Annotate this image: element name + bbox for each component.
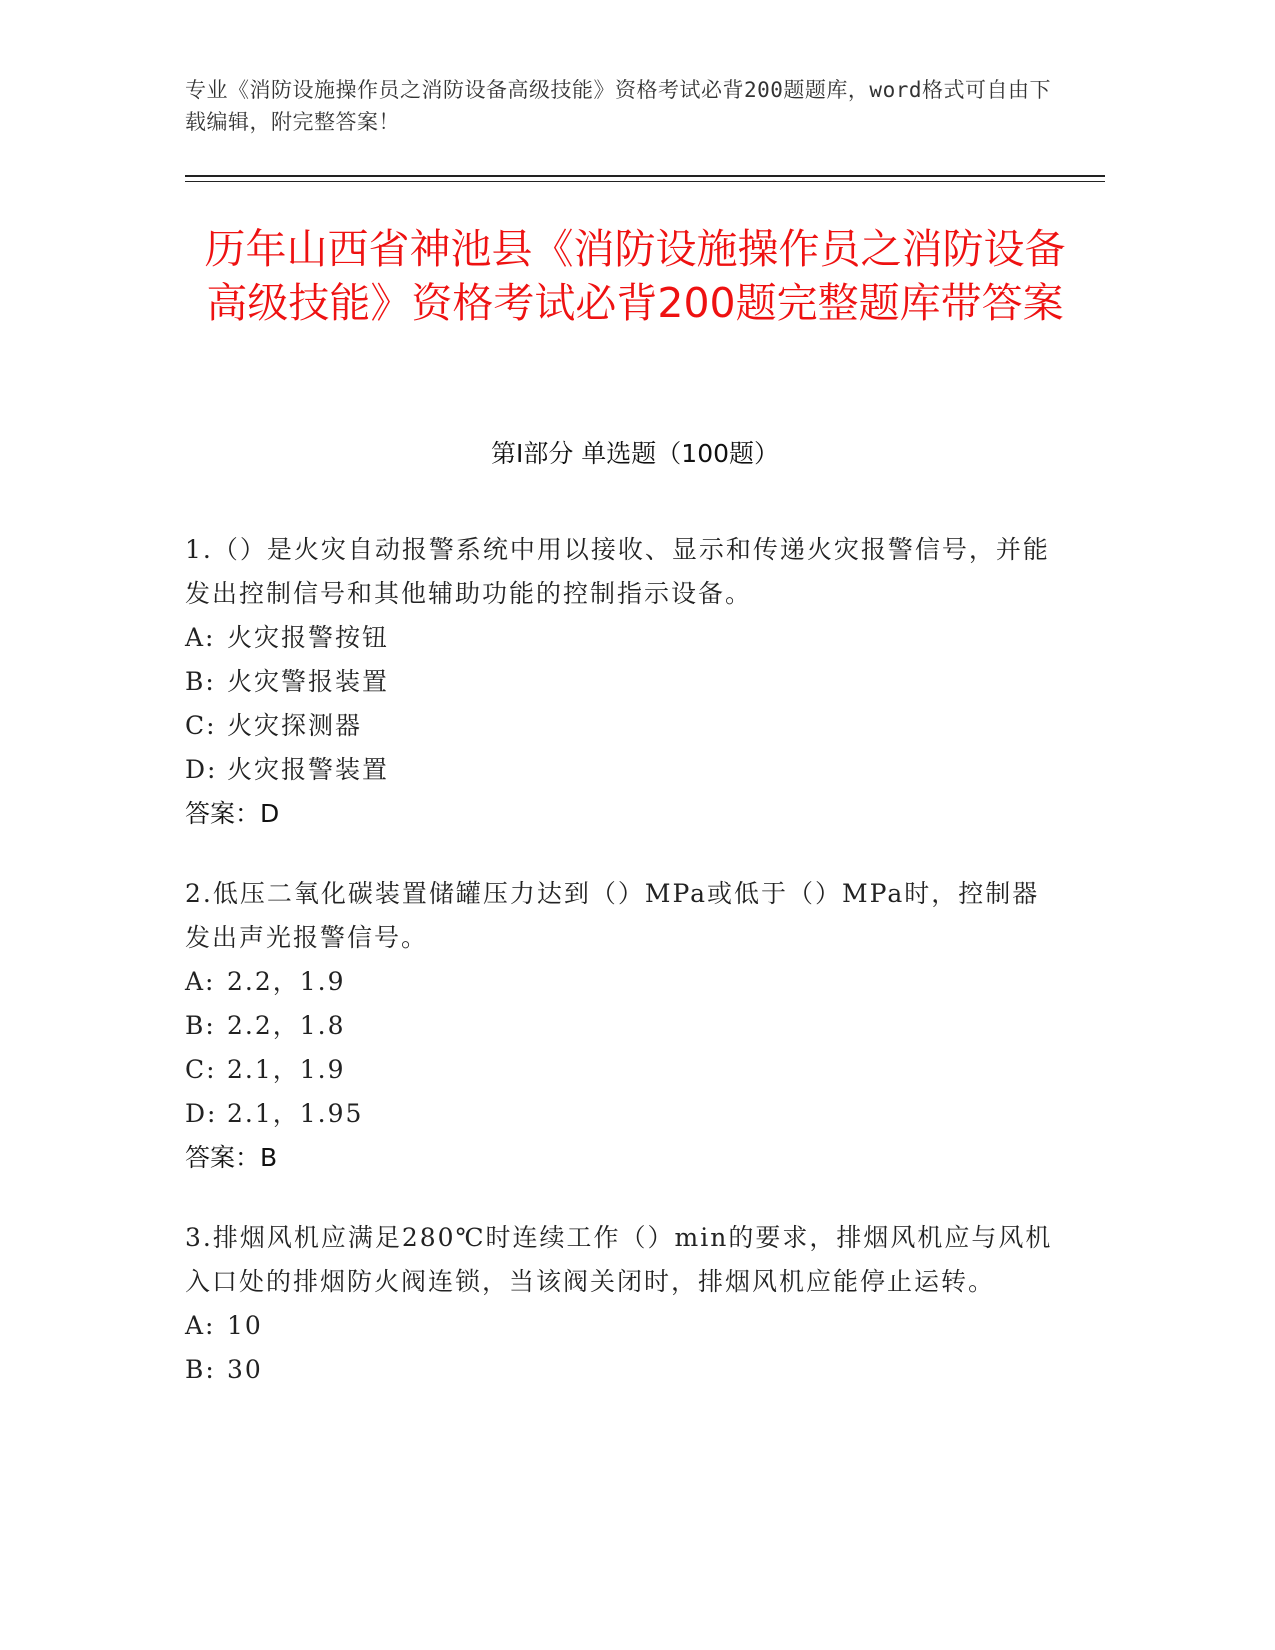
question-stem: 3.排烟风机应满足280℃时连续工作（）min的要求，排烟风机应与风机入口处的排烟防火阀连锁，当该阀关闭时，排烟风机应能停止运转。 [185,1223,1053,1296]
option-letter: B: [185,667,216,696]
question-option-a [185,960,1065,1004]
question-stem: 2.低压二氧化碳装置储罐压力达到（）MPa或低于（）MPa时，控制器发出声光报警信号。 [185,879,1040,952]
question-stem: 1.（）是火灾自动报警系统中用以接收、显示和传递火灾报警信号，并能发出控制信号和其他辅助功能的控制指示设备。 [185,535,1050,608]
question-option-c [185,1048,1065,1092]
option-letter: B: [185,1355,216,1384]
option-text: 10 [227,1311,263,1340]
option-text: 火灾探测器 [227,711,363,740]
option-letter: A: [185,967,216,996]
option-letter: D: [185,755,218,784]
header-rule-thin [185,181,1105,182]
option-text: 2.1，1.95 [227,1099,364,1128]
section-heading: 第Ⅰ部分 单选题（100题） [490,439,780,468]
option-letter: A: [185,1311,216,1340]
question-option-a [185,1304,1065,1348]
question-list [185,528,1065,1428]
option-text: 火灾警报装置 [227,667,390,696]
header-rule-thick [185,175,1105,177]
question-option-b [185,660,1065,704]
option-text: 2.2，1.8 [227,1011,346,1040]
option-letter: D: [185,1099,218,1128]
question-option-c [185,704,1065,748]
document-title: 历年山西省神池县《消防设施操作员之消防设备高级技能》资格考试必背200题完整题库带答案 [204,225,1066,327]
option-text: 2.2，1.9 [227,967,346,996]
option-text: 30 [227,1355,263,1384]
question-option-b [185,1348,1065,1392]
option-letter: A: [185,623,216,652]
question-option-d [185,1092,1065,1136]
header-note: 专业《消防设施操作员之消防设备高级技能》资格考试必背200题题库，word格式可自由下载编辑，附完整答案！ [185,78,1051,134]
question-answer: 答案：B [185,1143,278,1172]
question-option-b [185,1004,1065,1048]
question-option-d [185,748,1065,792]
question-2 [185,872,1065,1180]
option-letter: C: [185,1055,217,1084]
question-option-a [185,616,1065,660]
option-letter: B: [185,1011,216,1040]
option-text: 火灾报警按钮 [227,623,390,652]
option-text: 2.1，1.9 [227,1055,346,1084]
question-answer: 答案：D [185,799,280,828]
option-text: 火灾报警装置 [227,755,390,784]
option-letter: C: [185,711,217,740]
question-1 [185,528,1065,836]
question-3 [185,1216,1065,1392]
